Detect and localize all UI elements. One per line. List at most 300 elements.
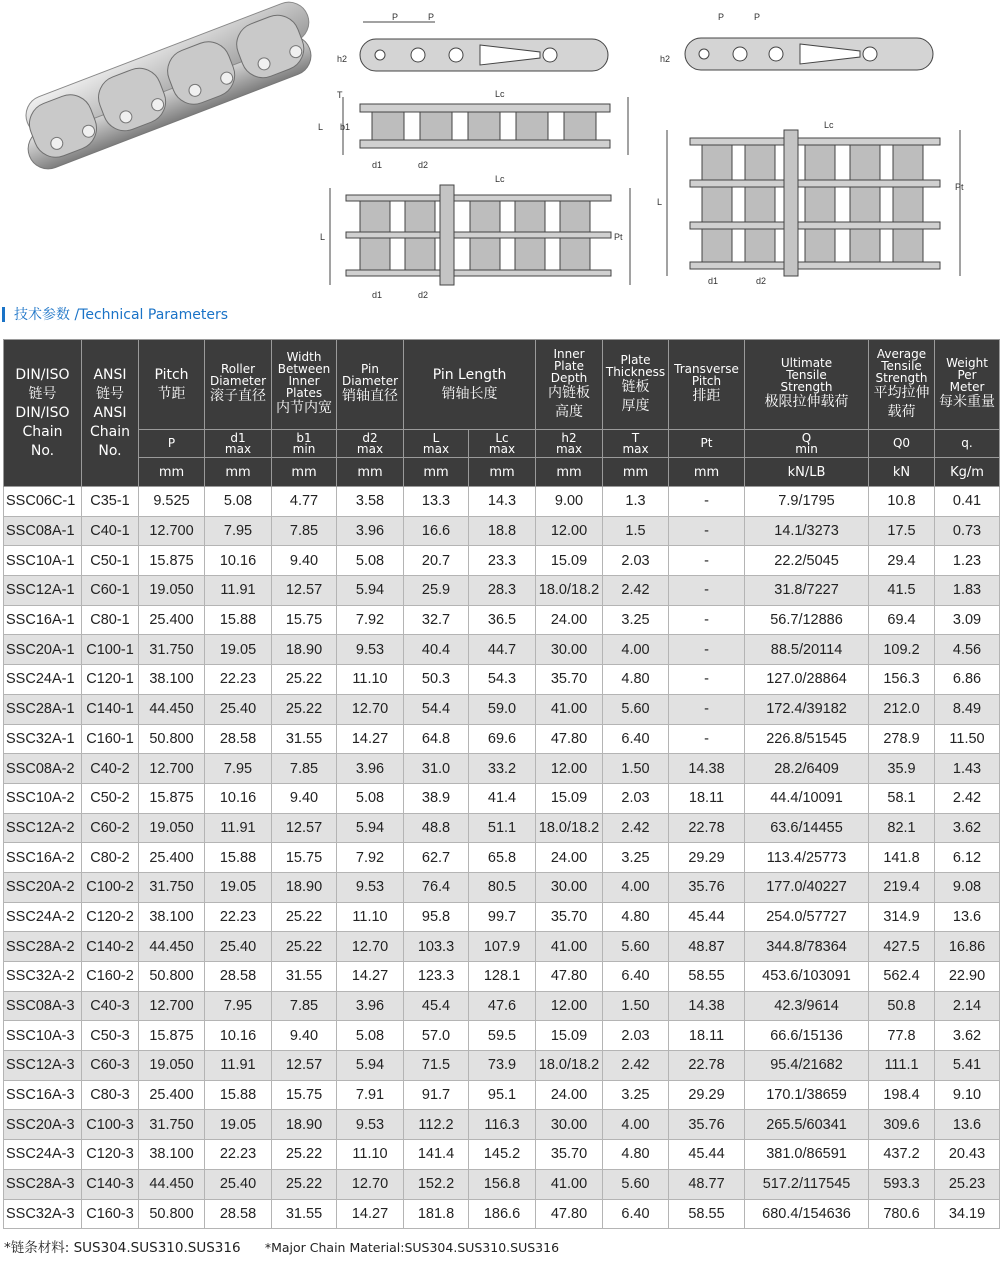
table-cell: 58.55 bbox=[669, 962, 745, 992]
table-cell: C100-1 bbox=[82, 635, 139, 665]
table-cell: 16.86 bbox=[935, 932, 1000, 962]
symbol-cell: L max bbox=[404, 430, 469, 458]
table-cell: SSC10A-3 bbox=[4, 1021, 82, 1051]
symbol-cell: T max bbox=[603, 430, 669, 458]
single-strand-drawing bbox=[343, 22, 628, 155]
material-note bbox=[4, 1236, 579, 1256]
table-cell: 99.7 bbox=[469, 902, 536, 932]
header-pin-diameter: Pin Diameter 销轴直径 bbox=[337, 340, 404, 430]
section-heading-text: 技术参数 /Technical Parameters bbox=[14, 307, 229, 323]
table-cell: 15.875 bbox=[139, 1021, 205, 1051]
table-cell: 0.41 bbox=[935, 487, 1000, 517]
table-cell: 14.3 bbox=[469, 487, 536, 517]
table-row bbox=[4, 991, 1000, 1021]
table-cell: SSC32A-2 bbox=[4, 962, 82, 992]
table-cell: 31.8/7227 bbox=[745, 576, 869, 606]
table-cell: 63.6/14455 bbox=[745, 813, 869, 843]
table-cell: 5.08 bbox=[337, 546, 404, 576]
product-illustration-area bbox=[0, 0, 1000, 298]
table-cell: 15.75 bbox=[272, 843, 337, 873]
table-cell: 5.94 bbox=[337, 1051, 404, 1081]
table-cell: C120-2 bbox=[82, 902, 139, 932]
table-cell: C35-1 bbox=[82, 487, 139, 517]
table-row bbox=[4, 1021, 1000, 1051]
table-cell: 34.19 bbox=[935, 1199, 1000, 1229]
table-cell: 45.44 bbox=[669, 902, 745, 932]
table-cell: 1.83 bbox=[935, 576, 1000, 606]
table-cell: 3.25 bbox=[603, 1080, 669, 1110]
table-cell: 25.22 bbox=[272, 1169, 337, 1199]
table-cell: 19.05 bbox=[205, 872, 272, 902]
table-cell: 48.87 bbox=[669, 932, 745, 962]
label-pt-2: Pt bbox=[614, 232, 623, 242]
symbol-cell: Q min bbox=[745, 430, 869, 458]
table-row bbox=[4, 754, 1000, 784]
table-cell: 9.08 bbox=[935, 872, 1000, 902]
table-cell: 9.40 bbox=[272, 546, 337, 576]
table-cell: 57.0 bbox=[404, 1021, 469, 1051]
table-cell: 112.2 bbox=[404, 1110, 469, 1140]
table-row bbox=[4, 576, 1000, 606]
table-cell: - bbox=[669, 605, 745, 635]
table-cell: SSC10A-1 bbox=[4, 546, 82, 576]
table-cell: 15.75 bbox=[272, 1080, 337, 1110]
table-cell: 58.55 bbox=[669, 1199, 745, 1229]
table-cell: 50.8 bbox=[869, 991, 935, 1021]
table-cell: C40-2 bbox=[82, 754, 139, 784]
table-cell: 2.42 bbox=[603, 576, 669, 606]
table-cell: 780.6 bbox=[869, 1199, 935, 1229]
table-cell: SSC16A-3 bbox=[4, 1080, 82, 1110]
symbol-cell: Q0 bbox=[869, 430, 935, 458]
table-cell: 103.3 bbox=[404, 932, 469, 962]
table-cell: 6.86 bbox=[935, 665, 1000, 695]
table-cell: 25.9 bbox=[404, 576, 469, 606]
table-row bbox=[4, 1199, 1000, 1229]
unit-cell: mm bbox=[337, 458, 404, 487]
table-cell: 44.450 bbox=[139, 694, 205, 724]
table-cell: 14.38 bbox=[669, 754, 745, 784]
label-l-3: L bbox=[657, 197, 663, 207]
table-cell: 19.050 bbox=[139, 1051, 205, 1081]
table-cell: SSC12A-3 bbox=[4, 1051, 82, 1081]
label-p1: P bbox=[392, 12, 399, 22]
table-cell: 2.42 bbox=[935, 783, 1000, 813]
table-cell: 51.1 bbox=[469, 813, 536, 843]
table-cell: 9.40 bbox=[272, 783, 337, 813]
table-cell: 9.40 bbox=[272, 1021, 337, 1051]
table-cell: 3.62 bbox=[935, 813, 1000, 843]
table-cell: 19.050 bbox=[139, 813, 205, 843]
table-cell: C50-2 bbox=[82, 783, 139, 813]
table-cell: 12.00 bbox=[536, 754, 603, 784]
table-cell: C60-3 bbox=[82, 1051, 139, 1081]
table-cell: 11.10 bbox=[337, 1140, 404, 1170]
header-din-iso: DIN/ISO 链号 DIN/ISO Chain No. bbox=[4, 340, 82, 487]
table-cell: 145.2 bbox=[469, 1140, 536, 1170]
table-row bbox=[4, 902, 1000, 932]
unit-cell: kN bbox=[869, 458, 935, 487]
table-cell: SSC16A-2 bbox=[4, 843, 82, 873]
table-cell: 152.2 bbox=[404, 1169, 469, 1199]
unit-cell: mm bbox=[536, 458, 603, 487]
table-cell: 18.0/18.2 bbox=[536, 576, 603, 606]
table-cell: 177.0/40227 bbox=[745, 872, 869, 902]
table-cell: 18.8 bbox=[469, 516, 536, 546]
table-cell: - bbox=[669, 635, 745, 665]
table-cell: 16.6 bbox=[404, 516, 469, 546]
table-cell: 95.8 bbox=[404, 902, 469, 932]
table-cell: 13.6 bbox=[935, 1110, 1000, 1140]
table-cell: C80-2 bbox=[82, 843, 139, 873]
technical-parameters-table bbox=[3, 339, 1000, 1229]
label-p3: P bbox=[718, 12, 725, 22]
table-cell: 6.40 bbox=[603, 1199, 669, 1229]
symbol-row bbox=[4, 430, 1000, 458]
table-cell: 24.00 bbox=[536, 1080, 603, 1110]
table-cell: 44.7 bbox=[469, 635, 536, 665]
table-cell: 181.8 bbox=[404, 1199, 469, 1229]
table-cell: 54.3 bbox=[469, 665, 536, 695]
table-cell: C80-3 bbox=[82, 1080, 139, 1110]
label-h2: h2 bbox=[337, 54, 348, 64]
table-cell: 47.80 bbox=[536, 962, 603, 992]
table-row bbox=[4, 1080, 1000, 1110]
table-cell: 22.2/5045 bbox=[745, 546, 869, 576]
table-cell: 517.2/117545 bbox=[745, 1169, 869, 1199]
table-cell: 562.4 bbox=[869, 962, 935, 992]
symbol-cell: d2 max bbox=[337, 430, 404, 458]
table-cell: 25.400 bbox=[139, 843, 205, 873]
table-cell: 23.3 bbox=[469, 546, 536, 576]
header-ansi: ANSI 链号 ANSI Chain No. bbox=[82, 340, 139, 487]
table-row bbox=[4, 813, 1000, 843]
header-width-between-inner-plates: Width Between Inner Plates 内节内宽 bbox=[272, 340, 337, 430]
label-d2-2: d2 bbox=[418, 290, 429, 298]
unit-cell: Kg/m bbox=[935, 458, 1000, 487]
table-cell: SSC20A-3 bbox=[4, 1110, 82, 1140]
table-cell: 38.100 bbox=[139, 1140, 205, 1170]
table-cell: 31.0 bbox=[404, 754, 469, 784]
table-cell: 12.57 bbox=[272, 813, 337, 843]
table-cell: 1.43 bbox=[935, 754, 1000, 784]
table-cell: 265.5/60341 bbox=[745, 1110, 869, 1140]
table-cell: 45.4 bbox=[404, 991, 469, 1021]
table-cell: 18.0/18.2 bbox=[536, 813, 603, 843]
table-cell: 113.4/25773 bbox=[745, 843, 869, 873]
table-cell: 254.0/57727 bbox=[745, 902, 869, 932]
table-cell: 4.80 bbox=[603, 665, 669, 695]
table-cell: 7.85 bbox=[272, 991, 337, 1021]
table-cell: 41.00 bbox=[536, 694, 603, 724]
table-cell: 3.09 bbox=[935, 605, 1000, 635]
table-cell: C160-1 bbox=[82, 724, 139, 754]
table-cell: C60-2 bbox=[82, 813, 139, 843]
header-plate-thickness: Plate Thickness 链板 厚度 bbox=[603, 340, 669, 430]
table-cell: - bbox=[669, 576, 745, 606]
table-cell: 12.700 bbox=[139, 516, 205, 546]
table-cell: - bbox=[669, 665, 745, 695]
label-lc-3: Lc bbox=[824, 120, 834, 130]
table-cell: 111.1 bbox=[869, 1051, 935, 1081]
table-cell: 344.8/78364 bbox=[745, 932, 869, 962]
table-cell: 12.70 bbox=[337, 694, 404, 724]
table-row bbox=[4, 605, 1000, 635]
table-cell: 212.0 bbox=[869, 694, 935, 724]
table-cell: C60-1 bbox=[82, 576, 139, 606]
unit-cell: mm bbox=[205, 458, 272, 487]
table-cell: 31.750 bbox=[139, 635, 205, 665]
table-cell: 18.90 bbox=[272, 872, 337, 902]
table-cell: 128.1 bbox=[469, 962, 536, 992]
header-roller-diameter: Roller Diameter 滚子直径 bbox=[205, 340, 272, 430]
table-cell: 5.41 bbox=[935, 1051, 1000, 1081]
table-cell: 41.00 bbox=[536, 1169, 603, 1199]
table-cell: 25.22 bbox=[272, 902, 337, 932]
table-cell: 35.9 bbox=[869, 754, 935, 784]
header-average-tensile-strength: Average Tensile Strength 平均拉伸 载荷 bbox=[869, 340, 935, 430]
table-cell: 12.00 bbox=[536, 991, 603, 1021]
table-cell: C40-3 bbox=[82, 991, 139, 1021]
table-cell: 7.9/1795 bbox=[745, 487, 869, 517]
table-cell: 10.16 bbox=[205, 1021, 272, 1051]
table-cell: 20.7 bbox=[404, 546, 469, 576]
table-cell: SSC12A-1 bbox=[4, 576, 82, 606]
table-cell: 172.4/39182 bbox=[745, 694, 869, 724]
table-cell: 47.80 bbox=[536, 724, 603, 754]
table-cell: 18.90 bbox=[272, 635, 337, 665]
table-cell: 123.3 bbox=[404, 962, 469, 992]
label-t: T bbox=[337, 90, 343, 100]
table-cell: 156.8 bbox=[469, 1169, 536, 1199]
table-cell: C100-3 bbox=[82, 1110, 139, 1140]
table-cell: 12.57 bbox=[272, 1051, 337, 1081]
table-cell: 3.96 bbox=[337, 754, 404, 784]
table-cell: 38.9 bbox=[404, 783, 469, 813]
label-h2-3: h2 bbox=[660, 54, 671, 64]
table-cell: 2.03 bbox=[603, 546, 669, 576]
table-cell: 1.50 bbox=[603, 754, 669, 784]
table-row bbox=[4, 1110, 1000, 1140]
table-cell: 6.12 bbox=[935, 843, 1000, 873]
table-cell: 30.00 bbox=[536, 872, 603, 902]
table-row bbox=[4, 932, 1000, 962]
table-cell: 2.03 bbox=[603, 783, 669, 813]
table-cell: - bbox=[669, 724, 745, 754]
table-cell: 11.91 bbox=[205, 576, 272, 606]
table-cell: 28.58 bbox=[205, 962, 272, 992]
table-cell: 186.6 bbox=[469, 1199, 536, 1229]
table-cell: 15.09 bbox=[536, 546, 603, 576]
table-cell: 19.050 bbox=[139, 576, 205, 606]
table-cell: 56.7/12886 bbox=[745, 605, 869, 635]
table-cell: 2.14 bbox=[935, 991, 1000, 1021]
table-cell: 62.7 bbox=[404, 843, 469, 873]
table-cell: SSC32A-3 bbox=[4, 1199, 82, 1229]
table-cell: 66.6/15136 bbox=[745, 1021, 869, 1051]
table-cell: C160-3 bbox=[82, 1199, 139, 1229]
table-body bbox=[4, 487, 1000, 1229]
table-cell: 11.10 bbox=[337, 665, 404, 695]
table-row bbox=[4, 872, 1000, 902]
table-row bbox=[4, 1051, 1000, 1081]
table-cell: 314.9 bbox=[869, 902, 935, 932]
label-d1-2: d1 bbox=[372, 290, 383, 298]
table-cell: C100-2 bbox=[82, 872, 139, 902]
table-cell: 65.8 bbox=[469, 843, 536, 873]
table-cell: C80-1 bbox=[82, 605, 139, 635]
table-cell: 10.16 bbox=[205, 783, 272, 813]
table-cell: 25.40 bbox=[205, 694, 272, 724]
table-cell: - bbox=[669, 487, 745, 517]
table-cell: 64.8 bbox=[404, 724, 469, 754]
table-cell: C140-2 bbox=[82, 932, 139, 962]
symbol-cell: q. bbox=[935, 430, 1000, 458]
material-note-cn: *链条材料: SUS304.SUS310.SUS316 bbox=[4, 1240, 241, 1256]
table-cell: 29.4 bbox=[869, 546, 935, 576]
table-cell: 15.09 bbox=[536, 1021, 603, 1051]
table-cell: 25.22 bbox=[272, 694, 337, 724]
table-cell: 45.44 bbox=[669, 1140, 745, 1170]
table-cell: 1.50 bbox=[603, 991, 669, 1021]
table-row bbox=[4, 783, 1000, 813]
table-cell: 17.5 bbox=[869, 516, 935, 546]
table-cell: SSC24A-3 bbox=[4, 1140, 82, 1170]
table-cell: 9.10 bbox=[935, 1080, 1000, 1110]
table-cell: 25.23 bbox=[935, 1169, 1000, 1199]
symbol-cell: Pt bbox=[669, 430, 745, 458]
table-cell: C140-3 bbox=[82, 1169, 139, 1199]
table-cell: 5.60 bbox=[603, 932, 669, 962]
table-cell: 47.80 bbox=[536, 1199, 603, 1229]
table-cell: 44.450 bbox=[139, 932, 205, 962]
table-cell: 2.42 bbox=[603, 813, 669, 843]
table-cell: 18.11 bbox=[669, 783, 745, 813]
table-cell: 30.00 bbox=[536, 1110, 603, 1140]
table-cell: 12.57 bbox=[272, 576, 337, 606]
table-cell: 38.100 bbox=[139, 902, 205, 932]
table-row bbox=[4, 1169, 1000, 1199]
table-cell: 30.00 bbox=[536, 635, 603, 665]
table-cell: 77.8 bbox=[869, 1021, 935, 1051]
table-cell: 25.40 bbox=[205, 932, 272, 962]
table-cell: 5.94 bbox=[337, 576, 404, 606]
table-cell: SSC12A-2 bbox=[4, 813, 82, 843]
table-cell: 50.800 bbox=[139, 724, 205, 754]
table-cell: 15.09 bbox=[536, 783, 603, 813]
table-cell: SSC24A-2 bbox=[4, 902, 82, 932]
table-cell: 9.53 bbox=[337, 872, 404, 902]
table-cell: 35.70 bbox=[536, 665, 603, 695]
table-cell: 7.95 bbox=[205, 754, 272, 784]
table-cell: 31.55 bbox=[272, 1199, 337, 1229]
table-cell: 309.6 bbox=[869, 1110, 935, 1140]
table-cell: 278.9 bbox=[869, 724, 935, 754]
table-cell: C40-1 bbox=[82, 516, 139, 546]
table-cell: 31.750 bbox=[139, 1110, 205, 1140]
table-cell: 35.76 bbox=[669, 872, 745, 902]
table-cell: 28.3 bbox=[469, 576, 536, 606]
table-cell: 95.4/21682 bbox=[745, 1051, 869, 1081]
table-cell: 127.0/28864 bbox=[745, 665, 869, 695]
table-cell: 7.92 bbox=[337, 605, 404, 635]
label-l-2: L bbox=[320, 232, 326, 242]
label-d1: d1 bbox=[372, 160, 383, 170]
table-cell: 593.3 bbox=[869, 1169, 935, 1199]
table-cell: 1.3 bbox=[603, 487, 669, 517]
table-cell: 226.8/51545 bbox=[745, 724, 869, 754]
table-cell: 7.95 bbox=[205, 516, 272, 546]
label-b1: b1 bbox=[340, 122, 351, 132]
table-cell: SSC10A-2 bbox=[4, 783, 82, 813]
table-cell: 5.08 bbox=[337, 1021, 404, 1051]
label-lc: Lc bbox=[495, 89, 505, 99]
unit-row bbox=[4, 458, 1000, 487]
table-cell: 44.4/10091 bbox=[745, 783, 869, 813]
table-cell: 25.22 bbox=[272, 1140, 337, 1170]
table-cell: 35.70 bbox=[536, 902, 603, 932]
table-cell: 73.9 bbox=[469, 1051, 536, 1081]
table-cell: 32.7 bbox=[404, 605, 469, 635]
table-cell: 14.27 bbox=[337, 962, 404, 992]
table-cell: 22.23 bbox=[205, 1140, 272, 1170]
table-cell: 5.08 bbox=[337, 783, 404, 813]
table-cell: 15.875 bbox=[139, 783, 205, 813]
table-cell: 31.55 bbox=[272, 962, 337, 992]
table-cell: 25.400 bbox=[139, 605, 205, 635]
table-row bbox=[4, 487, 1000, 517]
table-cell: 6.40 bbox=[603, 962, 669, 992]
table-cell: 25.22 bbox=[272, 932, 337, 962]
table-row bbox=[4, 635, 1000, 665]
table-cell: 95.1 bbox=[469, 1080, 536, 1110]
table-cell: 18.0/18.2 bbox=[536, 1051, 603, 1081]
table-cell: 41.5 bbox=[869, 576, 935, 606]
symbol-cell: d1 max bbox=[205, 430, 272, 458]
table-row bbox=[4, 1140, 1000, 1170]
table-cell: 25.22 bbox=[272, 665, 337, 695]
table-cell: 11.91 bbox=[205, 1051, 272, 1081]
table-cell: 33.2 bbox=[469, 754, 536, 784]
table-cell: 7.95 bbox=[205, 991, 272, 1021]
table-cell: 91.7 bbox=[404, 1080, 469, 1110]
table-cell: - bbox=[669, 694, 745, 724]
chain-photo bbox=[11, 0, 326, 175]
table-cell: 28.58 bbox=[205, 724, 272, 754]
symbol-cell: b1 min bbox=[272, 430, 337, 458]
table-cell: 50.800 bbox=[139, 1199, 205, 1229]
unit-cell: mm bbox=[603, 458, 669, 487]
table-cell: 13.3 bbox=[404, 487, 469, 517]
table-cell: 14.38 bbox=[669, 991, 745, 1021]
label-l: L bbox=[318, 122, 324, 132]
table-cell: SSC28A-1 bbox=[4, 694, 82, 724]
table-cell: 59.5 bbox=[469, 1021, 536, 1051]
header-transverse-pitch: Transverse Pitch 排距 bbox=[669, 340, 745, 430]
table-cell: 11.50 bbox=[935, 724, 1000, 754]
symbol-cell: h2 max bbox=[536, 430, 603, 458]
symbol-cell: P bbox=[139, 430, 205, 458]
table-cell: SSC28A-2 bbox=[4, 932, 82, 962]
table-cell: 4.77 bbox=[272, 487, 337, 517]
table-row bbox=[4, 694, 1000, 724]
material-note-en: *Major Chain Material:SUS304.SUS310.SUS316 bbox=[264, 1240, 560, 1255]
section-heading bbox=[0, 304, 228, 324]
table-cell: 12.70 bbox=[337, 1169, 404, 1199]
table-cell: 7.92 bbox=[337, 843, 404, 873]
table-cell: 11.91 bbox=[205, 813, 272, 843]
table-cell: 15.875 bbox=[139, 546, 205, 576]
